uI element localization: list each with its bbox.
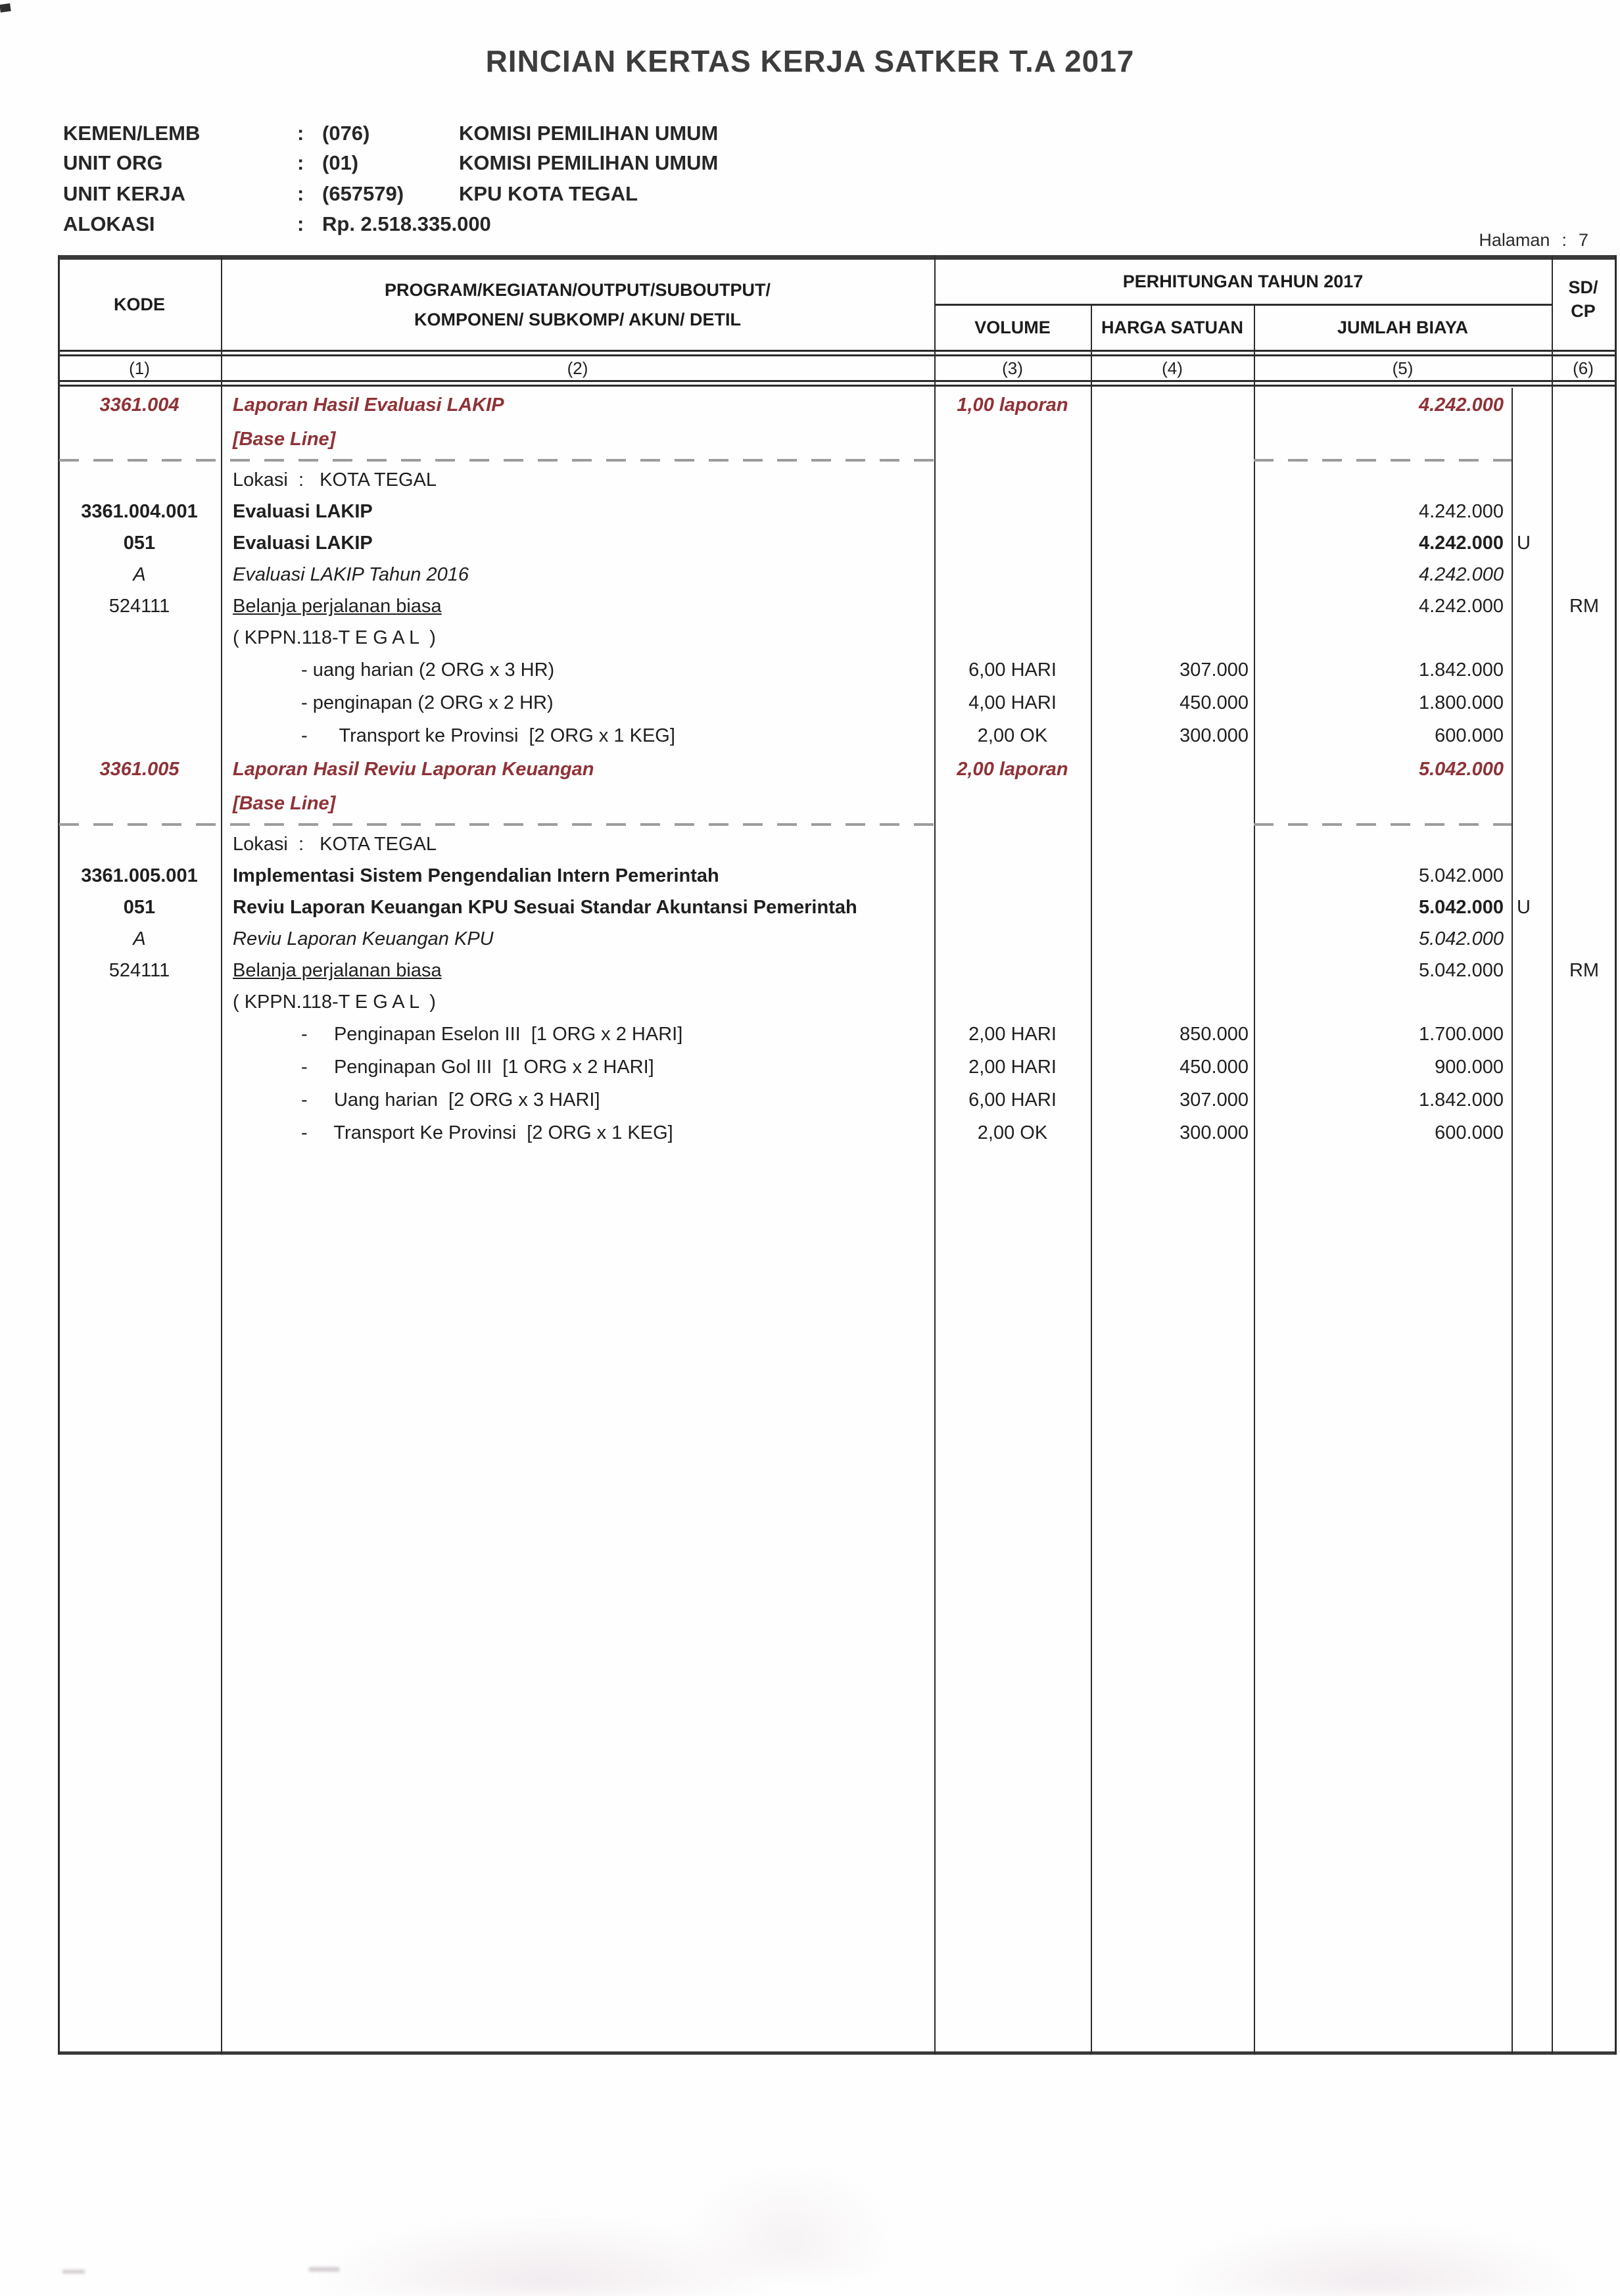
flag-cell [1512,1084,1552,1116]
sdcp-cell [1552,752,1617,786]
harga-satuan-cell: 450.000 [1179,692,1249,713]
dashed-line [1254,459,1512,462]
page-number-value: 7 [1578,230,1588,250]
harga-satuan-cell [1091,955,1254,986]
flag-cell [1512,422,1552,456]
sdcp-cell [1552,1051,1617,1084]
jumlah-biaya-cell: 1.842.000 [1418,659,1504,681]
field-label: UNIT ORG [63,151,163,174]
volume-cell: 6,00 HARI [968,1089,1057,1111]
header-kode-label: KODE [113,295,165,314]
jumlah-biaya-cell: 4.242.000 [1418,501,1504,522]
harga-satuan-cell [1091,559,1254,590]
jumlah-biaya-cell [1254,786,1512,821]
jumlah-biaya-cell: 900.000 [1435,1057,1504,1078]
table-row-kppn [58,986,1617,1018]
kode-cell [58,1116,221,1149]
harga-satuan-cell [1091,786,1254,821]
kode-cell: 3361.005.001 [81,865,198,886]
volume-cell: 2,00 HARI [968,1024,1057,1045]
scan-artifact [309,2267,339,2272]
table-row-detail [58,1051,1617,1084]
dashed-line [1254,823,1512,826]
field-label: ALOKASI [63,212,155,235]
table-row-detail [58,1018,1617,1051]
table-row-komponen [58,527,1617,559]
table-row-detail [58,1116,1617,1149]
table-row-komponen [58,892,1617,923]
sdcp-cell [1552,719,1617,752]
volume-cell: 6,00 HARI [968,659,1057,681]
harga-satuan-cell [1091,496,1254,527]
jumlah-biaya-cell: 1.800.000 [1418,692,1504,713]
info-row-unit-kerja [0,180,1620,208]
volume-cell [934,892,1091,923]
sdcp-cell [1552,422,1617,456]
uraian-cell: Reviu Laporan Keuangan KPU [233,928,494,949]
dashed-line [59,823,934,826]
table-row-kppn [58,622,1617,654]
flag-cell [1512,559,1552,590]
volume-cell: 2,00 OK [977,1122,1048,1143]
header-col-number-2: (2) [567,358,588,378]
field-code: (076) [322,122,370,145]
harga-satuan-cell [1091,752,1254,786]
volume-cell [934,559,1091,590]
table-row-detail [58,1084,1617,1116]
harga-satuan-cell [1091,892,1254,923]
uraian-cell: Evaluasi LAKIP Tahun 2016 [233,564,469,585]
flag-cell: U [1517,897,1531,918]
kode-cell [58,1051,221,1084]
flag-cell [1512,1116,1552,1149]
page-number-separator: : [1561,230,1567,250]
kode-cell [58,828,221,860]
jumlah-biaya-cell: 4.242.000 [1418,564,1504,585]
sdcp-cell [1552,986,1617,1018]
uraian-cell: [Base Line] [233,793,336,814]
grid-line-h [58,385,1617,387]
uraian-cell: Belanja perjalanan biasa [233,596,442,617]
page-number [1479,230,1588,251]
jumlah-biaya-cell [1254,464,1512,496]
jumlah-biaya-cell [1254,622,1512,654]
flag-cell [1512,1051,1552,1084]
jumlah-biaya-cell [1254,986,1512,1018]
sdcp-cell [1552,527,1617,559]
harga-satuan-cell [1091,422,1254,456]
jumlah-biaya-cell: 1.700.000 [1418,1024,1504,1045]
table-row-detail [58,719,1617,752]
volume-cell [934,828,1091,860]
sdcp-cell [1552,860,1617,892]
kode-cell [58,654,221,686]
grid-line-h [58,380,1617,382]
jumlah-biaya-cell: 600.000 [1435,725,1504,746]
uraian-cell: Reviu Laporan Keuangan KPU Sesuai Standar Akuntansi Pemerintah [233,897,857,918]
flag-cell [1512,496,1552,527]
uraian-cell: - penginapan (2 ORG x 2 HR) [301,692,554,713]
field-label: UNIT KERJA [63,182,186,205]
header-program [221,260,934,350]
sdcp-cell [1552,1084,1617,1116]
harga-satuan-cell: 450.000 [1179,1057,1249,1078]
header-sd-cp [1552,260,1615,350]
table-row-detail [58,654,1617,686]
harga-satuan-cell [1091,923,1254,955]
header-sd-label: SD/ [1568,277,1598,297]
uraian-cell: - Penginapan Eselon III [1 ORG x 2 HARI] [301,1024,683,1045]
flag-cell [1512,955,1552,986]
kode-cell: 3361.004 [99,395,179,416]
jumlah-biaya-cell [1254,422,1512,456]
dashed-separator [58,821,1617,828]
field-value: KOMISI PEMILIHAN UMUM [459,151,719,174]
jumlah-biaya-cell: 5.042.000 [1418,928,1504,949]
header-jumlah-biaya-label: JUMLAH BIAYA [1337,318,1469,337]
uraian-cell: Lokasi : KOTA TEGAL [233,469,437,490]
header-col-number-5: (5) [1392,358,1414,378]
volume-cell [934,422,1091,456]
header-harga-satuan-label: HARGA SATUAN [1101,318,1243,337]
table-row-output [58,752,1617,786]
table-row-lokasi [58,464,1617,496]
flag-cell [1512,388,1552,422]
sdcp-cell [1552,828,1617,860]
volume-cell: 2,00 laporan [957,759,1068,780]
harga-satuan-cell [1091,860,1254,892]
scan-artifact [0,3,11,12]
harga-satuan-cell [1091,986,1254,1018]
info-row-unit-org [0,149,1620,177]
uraian-cell: ( KPPN.118-T E G A L ) [233,627,436,648]
harga-satuan-cell: 307.000 [1179,1089,1249,1111]
uraian-cell: Lokasi : KOTA TEGAL [233,834,437,855]
jumlah-biaya-cell: 5.042.000 [1418,897,1504,918]
grid-line-h [58,354,1617,356]
jumlah-biaya-cell: 5.042.000 [1418,960,1504,981]
sdcp-cell [1552,1116,1617,1149]
harga-satuan-cell: 300.000 [1179,725,1249,746]
header-col-number-4: (4) [1162,358,1183,378]
kode-cell [58,786,221,821]
jumlah-biaya-cell: 1.842.000 [1418,1089,1504,1111]
flag-cell [1512,752,1552,786]
harga-satuan-cell [1091,622,1254,654]
uraian-cell: - Uang harian [2 ORG x 3 HARI] [301,1089,600,1111]
volume-cell [934,860,1091,892]
header-perhitungan-label: PERHITUNGAN TAHUN 2017 [1122,272,1364,291]
volume-cell [934,986,1091,1018]
header-col-number-1: (1) [129,358,150,378]
uraian-cell: - Penginapan Gol III [1 ORG x 2 HARI] [301,1057,654,1078]
sdcp-cell [1552,654,1617,686]
harga-satuan-cell [1091,388,1254,422]
jumlah-biaya-cell: 4.242.000 [1418,395,1504,416]
sdcp-cell: RM [1569,960,1600,981]
volume-cell [934,786,1091,821]
scan-artifact [62,2270,85,2274]
flag-cell [1512,654,1552,686]
uraian-cell: Evaluasi LAKIP [233,533,373,554]
field-code: (01) [322,151,359,174]
field-label: KEMEN/LEMB [63,122,201,145]
volume-cell [934,590,1091,622]
grid-line-h [58,350,1617,352]
sdcp-cell [1552,923,1617,955]
jumlah-biaya-cell: 4.242.000 [1418,596,1504,617]
volume-cell: 4,00 HARI [968,692,1057,713]
sdcp-cell [1552,622,1617,654]
header-volume [934,306,1091,350]
kode-cell [58,422,221,456]
flag-cell [1512,828,1552,860]
kode-cell [58,986,221,1018]
field-code: Rp. 2.518.335.000 [322,212,491,235]
field-separator: : [297,151,304,174]
jumlah-biaya-cell: 5.042.000 [1418,759,1504,780]
header-program-line1: PROGRAM/KEGIATAN/OUTPUT/SUBOUTPUT/ [385,279,771,300]
uraian-cell: Laporan Hasil Evaluasi LAKIP [233,395,504,416]
uraian-cell: Belanja perjalanan biasa [233,960,442,981]
dashed-separator [58,456,1617,464]
harga-satuan-cell: 300.000 [1179,1122,1249,1143]
grid-line-h [58,2051,1617,2055]
page-number-label: Halaman [1479,230,1550,250]
flag-cell [1512,686,1552,719]
table-row-lokasi [58,828,1617,860]
volume-cell [934,622,1091,654]
jumlah-biaya-cell [1254,828,1512,860]
header-volume-label: VOLUME [974,318,1051,337]
kode-cell [58,686,221,719]
uraian-cell: ( KPPN.118-T E G A L ) [233,992,436,1013]
flag-cell [1512,860,1552,892]
header-jumlah-biaya [1254,306,1552,350]
volume-cell [934,527,1091,559]
header-cp-label: CP [1571,301,1596,321]
jumlah-biaya-cell: 5.042.000 [1418,865,1504,886]
harga-satuan-cell [1091,590,1254,622]
uraian-cell: [Base Line] [233,429,336,450]
table-row-baseline [58,422,1617,456]
rincian-table [58,255,1617,2055]
sdcp-cell [1552,786,1617,821]
info-row-kemen-lemb [0,120,1620,147]
field-separator: : [297,122,304,145]
sdcp-cell [1552,388,1617,422]
volume-cell [934,464,1091,496]
header-program-line2: KOMPONEN/ SUBKOMP/ AKUN/ DETIL [414,309,741,329]
flag-cell [1512,986,1552,1018]
kode-cell: 051 [123,897,156,918]
sdcp-cell [1552,496,1617,527]
table-row-suboutput [58,860,1617,892]
volume-cell [934,496,1091,527]
table-row-baseline [58,786,1617,821]
uraian-cell: - uang harian (2 ORG x 3 HR) [301,659,555,681]
kode-cell: 3361.005 [99,759,179,780]
kode-cell: 524111 [108,960,170,981]
field-separator: : [297,182,304,205]
table-row-akun [58,590,1617,622]
info-row-alokasi [0,210,1620,238]
page-title: RINCIAN KERTAS KERJA SATKER T.A 2017 [485,44,1135,78]
sdcp-cell [1552,464,1617,496]
harga-satuan-cell: 307.000 [1179,659,1249,681]
table-row-output [58,388,1617,422]
grid-line-h [58,255,1617,260]
kode-cell: A [133,928,146,949]
field-value: KOMISI PEMILIHAN UMUM [459,122,719,145]
sdcp-cell [1552,559,1617,590]
flag-cell [1512,464,1552,496]
table-row-subkomp [58,923,1617,955]
header-col-number-3: (3) [1002,358,1023,378]
dashed-line [59,459,934,462]
header-harga-satuan [1091,306,1254,350]
uraian-cell: Laporan Hasil Reviu Laporan Keuangan [233,759,594,780]
table-row-subkomp [58,559,1617,590]
header-perhitungan [934,260,1552,304]
sdcp-cell [1552,892,1617,923]
header-col-number-6: (6) [1573,358,1594,378]
uraian-cell: Implementasi Sistem Pengendalian Intern Pemerintah [233,865,719,886]
flag-cell [1512,1018,1552,1051]
kode-cell [58,622,221,654]
field-code: (657579) [322,182,404,205]
scan-artifact [1164,2222,1584,2295]
volume-cell: 2,00 OK [977,725,1048,746]
flag-cell [1512,719,1552,752]
jumlah-biaya-cell: 4.242.000 [1418,533,1504,554]
scan-artifact [684,2163,894,2275]
flag-cell [1512,923,1552,955]
kode-cell [58,464,221,496]
uraian-cell: - Transport ke Provinsi [2 ORG x 1 KEG] [301,725,675,746]
kode-cell [58,1084,221,1116]
harga-satuan-cell [1091,828,1254,860]
table-row-detail [58,686,1617,719]
volume-cell [934,923,1091,955]
header-kode [58,260,221,350]
kode-cell [58,719,221,752]
volume-cell [934,955,1091,986]
field-separator: : [297,212,304,235]
harga-satuan-cell: 850.000 [1179,1024,1249,1045]
flag-cell [1512,590,1552,622]
sdcp-cell [1552,686,1617,719]
flag-cell [1512,622,1552,654]
jumlah-biaya-cell: 600.000 [1435,1122,1504,1143]
field-value: KPU KOTA TEGAL [459,182,638,205]
flag-cell [1512,786,1552,821]
harga-satuan-cell [1091,527,1254,559]
kode-cell [58,1018,221,1051]
table-body [58,388,1617,1149]
sdcp-cell: RM [1569,596,1600,617]
flag-cell: U [1517,533,1531,554]
uraian-cell: - Transport Ke Provinsi [2 ORG x 1 KEG] [301,1122,673,1143]
kode-cell: 3361.004.001 [81,501,198,522]
table-row-akun [58,955,1617,986]
sdcp-cell [1552,1018,1617,1051]
kode-cell: A [133,564,146,585]
kode-cell: 524111 [108,596,170,617]
harga-satuan-cell [1091,464,1254,496]
uraian-cell: Evaluasi LAKIP [233,501,373,522]
table-row-suboutput [58,496,1617,527]
kode-cell: 051 [123,533,156,554]
volume-cell: 2,00 HARI [968,1057,1057,1078]
volume-cell: 1,00 laporan [957,395,1068,416]
